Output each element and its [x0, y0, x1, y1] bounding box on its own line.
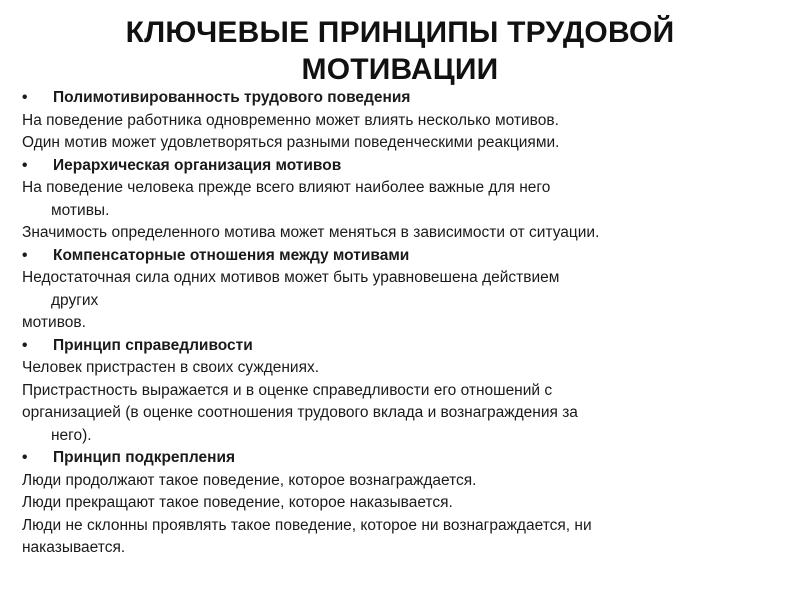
body-line: На поведение работника одновременно может влиять несколько мотивов. — [22, 111, 559, 129]
body-line: На поведение человека прежде всего влияют наиболее важные для него — [22, 179, 551, 196]
body-line: Пристрастность выражается и в оценке справедливости его отношений с — [22, 381, 553, 399]
body-line-continuation: других — [51, 291, 99, 309]
body-line: Человек пристрастен в своих суждениях. — [22, 359, 320, 376]
section-heading-text: Полимотивированность трудового поведения — [53, 89, 411, 106]
body-line: Люди продолжают такое поведение, которое вознаграждается. — [22, 471, 477, 489]
section-heading — [22, 447, 782, 470]
section-heading-text: Принцип подкрепления — [53, 449, 236, 466]
section-heading-text: Принцип справедливости — [53, 336, 253, 354]
section-heading — [22, 87, 782, 110]
slide-title — [0, 14, 800, 88]
section-heading-text: Компенсаторные отношения между мотивами — [53, 246, 410, 264]
body-line: Недостаточная сила одних мотивов может быть уравновешена действием — [22, 269, 560, 286]
body-line: организацией (в оценке соотношения трудового вклада и вознаграждения за — [22, 404, 578, 421]
body-line: Люди прекращают такое поведение, которое наказывается. — [22, 494, 453, 511]
bullet-icon: • — [22, 449, 28, 466]
slide-title-line-2: МОТИВАЦИИ — [301, 53, 499, 86]
slide-title-line-1: КЛЮЧЕВЫЕ ПРИНЦИПЫ ТРУДОВОЙ — [125, 16, 675, 49]
body-line: наказывается. — [22, 539, 126, 556]
body-line-continuation: мотивы. — [51, 201, 110, 219]
section-heading-text: Иерархическая организация мотивов — [53, 156, 342, 174]
section-heading — [22, 335, 782, 358]
body-line-continuation: него). — [51, 426, 92, 444]
section-heading — [22, 155, 782, 178]
body-line: мотивов. — [22, 314, 86, 331]
body-line: Один мотив может удовлетворяться разными поведенческими реакциями. — [22, 134, 560, 151]
body-line: Люди не склонны проявлять такое поведение, которое ни вознаграждается, ни — [22, 516, 592, 534]
bullet-icon: • — [22, 89, 28, 106]
bullet-icon: • — [22, 156, 28, 174]
body-line: Значимость определенного мотива может меняться в зависимости от ситуации. — [22, 224, 600, 241]
bullet-icon: • — [22, 336, 28, 354]
slide-content — [22, 87, 782, 560]
section-heading — [22, 245, 782, 268]
bullet-icon: • — [22, 246, 28, 264]
